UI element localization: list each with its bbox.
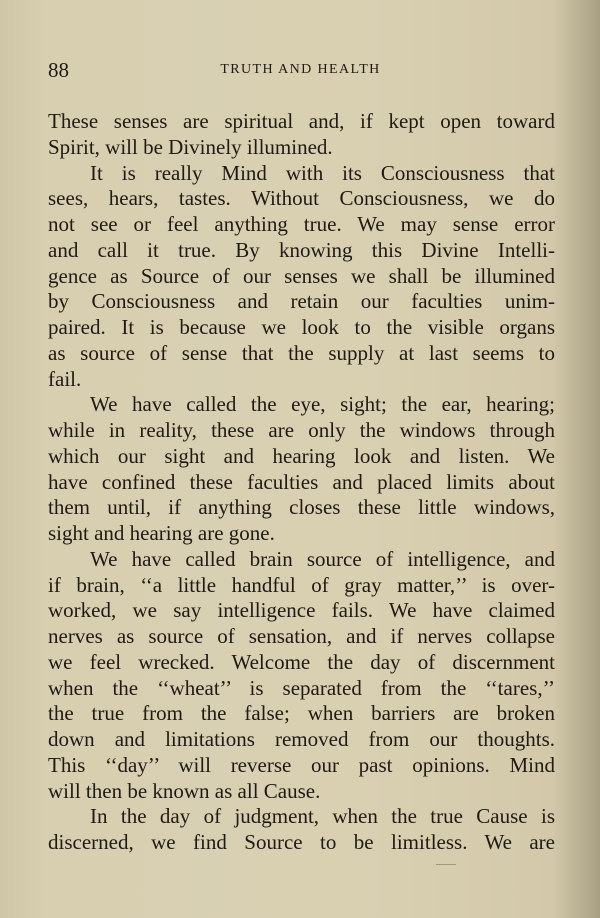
text-line: worked, we say intelligence fails. We have claimed [48, 598, 555, 623]
text-line: fail. [48, 366, 82, 391]
text-line: will then be known as all Cause. [48, 778, 321, 803]
text-line: We have called brain source of intelligence, and [90, 546, 555, 571]
text-line: This ‘‘day’’ will reverse our past opinions. Mind [48, 752, 555, 777]
text-line: nerves as source of sensation, and if nerves collapse [48, 624, 555, 648]
text-line: sight and hearing are gone. [48, 521, 275, 545]
page-body-text [48, 109, 555, 856]
text-line: Spirit, will be Divinely illumined. [48, 134, 333, 159]
text-line: them until, if anything closes these little windows, [48, 495, 555, 520]
scan-mark [436, 864, 456, 865]
text-line: the true from the false; when barriers are broken [48, 701, 555, 726]
text-line: as source of sense that the supply at last seems to [48, 340, 555, 365]
text-line: paired. It is because we look to the visible organs [48, 315, 555, 339]
text-line: These senses are spiritual and, if kept open toward [48, 109, 555, 133]
text-line: It is really Mind with its Consciousness that [90, 160, 555, 185]
text-line: if brain, ‘‘a little handful of gray matter,’’ is over- [48, 572, 555, 597]
text-line: while in reality, these are only the windows through [48, 418, 555, 442]
text-line: we feel wrecked. Welcome the day of discernment [48, 649, 555, 674]
text-line: by Consciousness and retain our faculties unim- [48, 289, 555, 314]
text-line: discerned, we find Source to be limitless. We are [48, 830, 555, 854]
page-number: 88 [48, 58, 69, 82]
running-header [48, 58, 553, 84]
text-line: and call it true. By knowing this Divine Intelli- [48, 237, 555, 262]
text-line: In the day of judgment, when the true Cause is [90, 804, 555, 829]
text-line: sees, hears, tastes. Without Consciousness, we do [48, 186, 555, 211]
running-title: TRUTH AND HEALTH [220, 62, 381, 77]
text-line: down and limitations removed from our thoughts. [48, 727, 555, 751]
text-line: We have called the eye, sight; the ear, hearing; [90, 392, 555, 417]
text-line: not see or feel anything true. We may sense error [48, 212, 555, 236]
text-line: which our sight and hearing look and listen. We [48, 443, 555, 468]
text-line: have confined these faculties and placed limits about [48, 469, 555, 494]
text-line: when the ‘‘wheat’’ is separated from the ‘‘tares,’’ [48, 675, 555, 700]
text-line: gence as Source of our senses we shall be illumined [48, 263, 555, 288]
